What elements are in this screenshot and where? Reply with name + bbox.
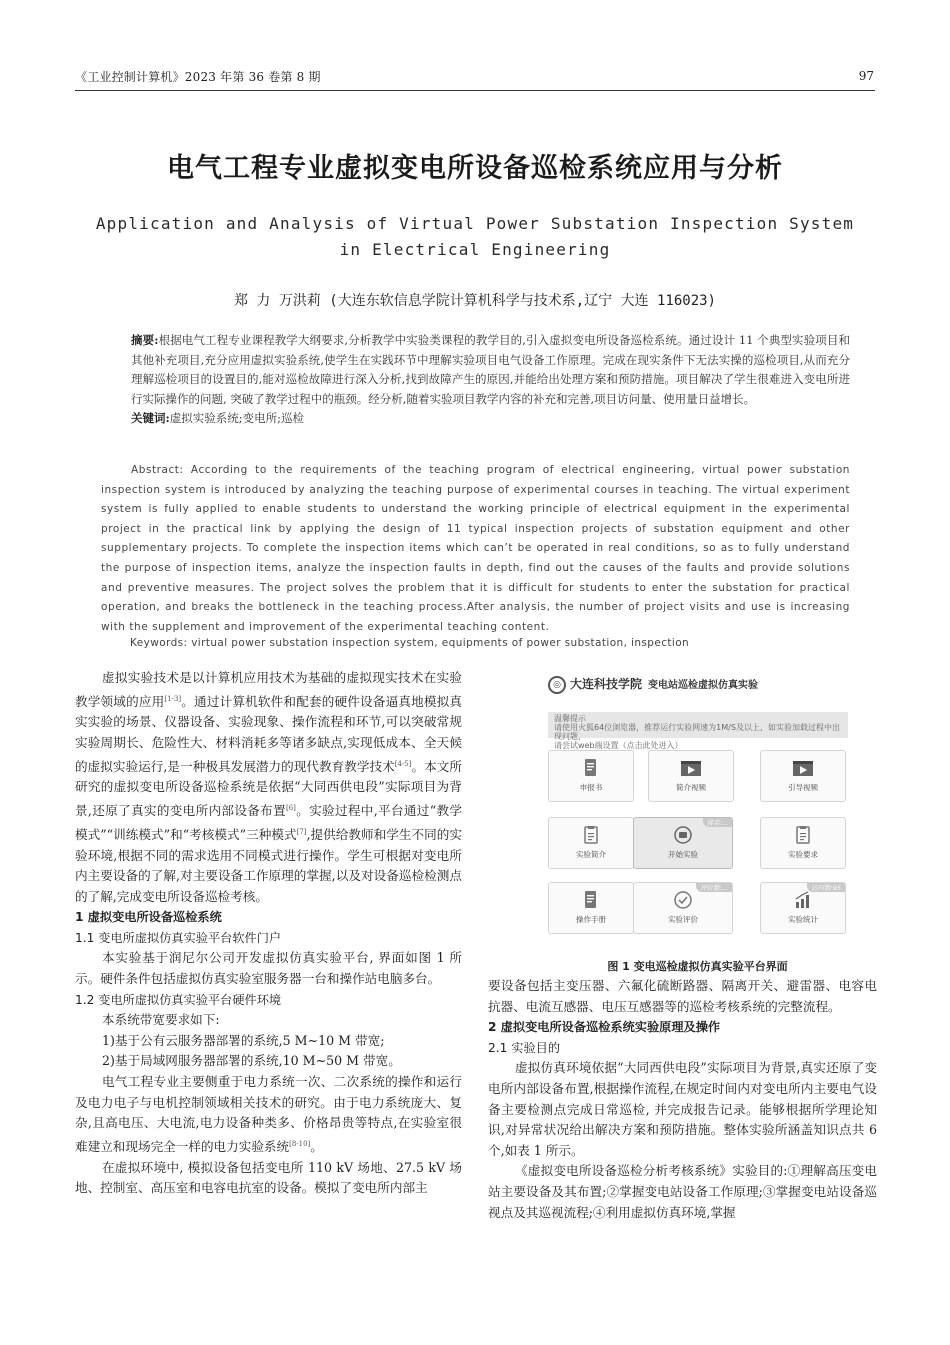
subsection-heading-1-2: 1.2 变电所虚拟仿真实验平台硬件环境 xyxy=(75,992,282,1007)
tile-label: 实验评价 xyxy=(668,915,698,924)
section-heading-2: 2 虚拟变电所设备巡检系统实验原理及操作 xyxy=(488,1020,721,1035)
list-item: 2)基于局域网服务器部署的系统,10 M~50 M 带宽。 xyxy=(102,1053,401,1069)
authors-affiliation: 郑 力 万洪莉 (大连东软信息学院计算机科学与技术系,辽宁 大连 116023) xyxy=(233,293,716,309)
english-title-line-1: Application and Analysis of Virtual Power Substation Inspection System xyxy=(95,214,855,233)
paper-title: 电气工程专业虚拟变电所设备巡检系统应用与分析 xyxy=(167,153,783,184)
tile-experiment-evaluation[interactable] xyxy=(633,882,733,934)
document-icon xyxy=(549,758,633,778)
header-rule xyxy=(75,90,875,91)
citation: [1-3] xyxy=(164,694,182,703)
tile-operation-manual[interactable] xyxy=(548,882,634,934)
citation: [8-10] xyxy=(289,1139,311,1148)
school-name: 大连科技学院 xyxy=(570,677,643,691)
tile-label: 操作手册 xyxy=(576,915,606,924)
paragraph: 要设备包括主变压器、六氟化硫断路器、隔离开关、避雷器、电容电抗器、电流互感器、电压互感器等的巡检考核系统的完整流程。 xyxy=(488,978,877,1014)
clipboard-icon xyxy=(761,825,845,845)
left-column xyxy=(75,668,462,1199)
english-abstract xyxy=(101,461,850,637)
tile-start-experiment[interactable] xyxy=(633,817,733,869)
tile-application[interactable] xyxy=(548,750,634,802)
intro-paragraph: 虚拟实验技术是以计算机应用技术为基础的虚拟现实技术在实验教学领域的应用[1-3]。通过计算机软件和配套的硬件设备逼真地模拟真实实验的场景、仪器设备、实验现象、操作流程和环节,可以突破常规实验周期长、危险性大、材料消耗多等诸多缺点,实现低成本、全天候的虚拟实验运行,是一种极具发展潜力的现代教育教学技术[4-5]。本文所研究的虚拟变电所设备巡检系统是依据“大同西供电段”实际项目为背景,还原了真实的变电所内部设备布置[6]。实验过程中,平台通过“教学模式”“训练模式”和“考核模式”三种模式[7],提供给教师和学生不同的实验环境,根据不同的需求选用不同模式进行操作。学生可根据对变电所内主要设备的了解,对主要设备工作原理的掌握,以及对设备巡检检测点的了解,完成变电所设备巡检考核。 xyxy=(75,670,463,904)
paragraph: 虚拟仿真环境依据“大同西供电段”实际项目为背景,真实还原了变电所内部设备布置,根据操作流程,在规定时间内对变电所内主要电气设备主要检测点完成日常巡检, 并完成报告记录。能够根据所学理论知识,对异常状况给出解决方案和预防措施。整体实验所涵盖知识点共 6 个,如表 1 所示。 xyxy=(488,1060,877,1158)
video-icon xyxy=(761,758,845,778)
notice-line: 请使用火狐64位浏览器，推荐运行实验网速为1M/S及以上，如实验加载过程中出现问题， xyxy=(554,723,840,741)
right-column xyxy=(488,976,877,1223)
chinese-abstract xyxy=(101,331,850,429)
notice-line: 请尝试web端设置（点击此处进入） xyxy=(554,741,683,750)
abstract-text: 根据电气工程专业课程教学大纲要求,分析教学中实验类课程的教学目的,引入虚拟变电所设备巡检系统。通过设计 11 个典型实验项目和其他补充项目,充分应用虚拟实验系统,使学生在实践环节中理解实验项目电气设备工作原理。完成在现实条件下无法实操的巡检项目,从而充分理解巡检项目的设置目的,能对巡检故障进行深入分析,找到故障产生的原因,并能给出处理方案和预防措施。项目解决了学生很难进入变电所进行实际操作的问题, 突破了教学过程中的瓶颈。经分析,随着实验项目教学内容的补充和完善,项目访问量、使用量日益增长。 xyxy=(131,333,850,406)
visit-count-badge: 访问数:95 xyxy=(807,883,845,892)
english-abstract-text: Abstract: According to the requirements of the teaching program of electrical engineering, virtual power substation inspection system is introduced by analyzing the teaching purpose of experimental courses in teaching. The virtual experiment system is fully applied to enable students to understand the working principle of electrical equipment in the experimental project in the practical link by applying the design of 11 typical inspection projects of substation equipment and other supplementary projects. To complete the inspection items which can’t be operated in real conditions, so as to fully understand the purpose of inspection items, analyze the inspection faults in depth, find out the causes of the faults and provide solutions and preventive measures. The project solves the problem that it is difficult for students to enter the substation for practical operation, and breaks the bottleneck in the teaching process.After analysis, the number of project visits and use is increasing with the supplement and improvement of the experimental teaching content. xyxy=(101,464,850,633)
subsection-heading-1-1: 1.1 变电所虚拟仿真实验平台软件门户 xyxy=(75,930,282,945)
document-icon xyxy=(549,890,633,910)
clipboard-icon xyxy=(549,825,633,845)
tile-experiment-statistics[interactable] xyxy=(760,882,846,934)
tile-experiment-intro[interactable] xyxy=(548,817,634,869)
statistics-icon xyxy=(761,890,845,910)
figure-caption: 图 1 变电巡检虚拟仿真实验平台界面 xyxy=(607,960,788,973)
tile-label: 开始实验 xyxy=(668,850,698,859)
subsection-heading-2-1: 2.1 实验目的 xyxy=(488,1040,561,1055)
rank-badge: 排名:... xyxy=(703,818,732,827)
page-number: 97 xyxy=(858,69,874,83)
platform-banner xyxy=(548,675,758,694)
tile-label: 简介视频 xyxy=(676,783,706,792)
platform-title: 变电站巡检虚拟仿真实验 xyxy=(648,680,759,691)
english-keywords: Keywords: virtual power substation inspection system, equipments of power substation, inspection xyxy=(130,637,690,649)
citation: [4-5] xyxy=(394,759,412,768)
english-title-line-2: in Electrical Engineering xyxy=(339,240,611,259)
list-item: 1)基于公有云服务器部署的系统,5 M~10 M 带宽; xyxy=(102,1032,385,1048)
tile-experiment-requirements[interactable] xyxy=(760,817,846,869)
keywords-text: 虚拟实验系统;变电所;巡检 xyxy=(169,411,304,425)
tile-guide-video[interactable] xyxy=(760,750,846,802)
start-icon xyxy=(634,825,732,845)
journal-header: 《工业控制计算机》2023 年第 36 卷第 8 期 xyxy=(75,70,321,84)
paragraph: 本实验基于润尼尔公司开发虚拟仿真实验平台, 界面如图 1 所示。硬件条件包括虚拟仿真实验室服务器一台和操作站电脑多台。 xyxy=(75,950,462,987)
school-logo-icon: ◎ xyxy=(548,676,566,694)
tile-label: 实验简介 xyxy=(576,850,606,859)
citation: [7] xyxy=(296,827,307,836)
tile-intro-video[interactable] xyxy=(648,750,734,802)
citation: [6] xyxy=(285,803,296,812)
paragraph: 本系统带宽要求如下: xyxy=(102,1012,220,1028)
evaluation-count-badge: 评价数:... xyxy=(696,883,732,892)
paragraph: 电气工程专业主要侧重于电力系统一次、二次系统的操作和运行及电力电子与电机控制领域相关技术的研究。由于电力系统庞大、复杂,且高电压、大电流,电力设备种类多、价格昂贵等特点,在实验室很难建立和现场完全一样的电力实验系统[8-10]。 xyxy=(75,1074,462,1154)
figure-1-screenshot xyxy=(530,672,865,937)
tile-label: 实验要求 xyxy=(788,850,818,859)
video-icon xyxy=(649,758,733,778)
keywords-label: 关键词: xyxy=(131,411,170,425)
notice-line: 温馨提示 xyxy=(554,714,586,723)
paragraph: 在虚拟环境中, 模拟设备包括变电所 110 kV 场地、27.5 kV 场地、控制室、高压室和电容电抗室的设备。模拟了变电所内部主 xyxy=(75,1159,462,1196)
abstract-label: 摘要: xyxy=(131,333,159,347)
section-heading-1: 1 虚拟变电所设备巡检系统 xyxy=(75,910,222,925)
checklist-icon xyxy=(634,890,732,910)
paragraph: 《虚拟变电所设备巡检分析考核系统》实验目的:①理解高压变电站主要设备及其布置;②掌握变电站设备工作原理;③掌握变电站设备巡视点及其巡视流程;④利用虚拟仿真环境,掌握 xyxy=(488,1163,877,1220)
tile-label: 引导视频 xyxy=(788,783,818,792)
notice-bar[interactable] xyxy=(548,712,848,750)
tile-label: 申报书 xyxy=(579,783,603,792)
tile-label: 实验统计 xyxy=(788,915,818,924)
